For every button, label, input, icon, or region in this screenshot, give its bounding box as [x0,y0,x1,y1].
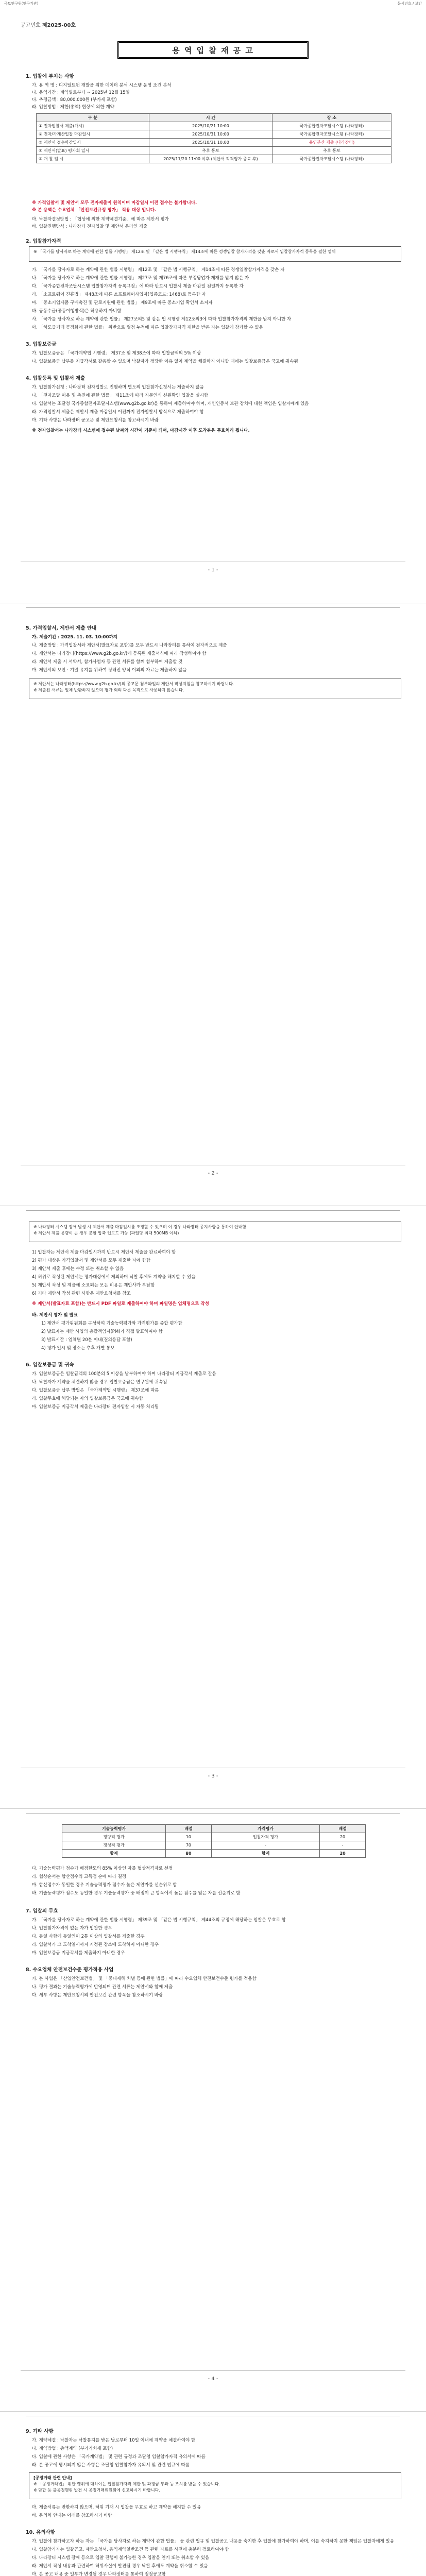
section-line: 3) 제안서 제출 후에는 수정 또는 취소할 수 없음 [32,1266,124,1272]
note-line: [공정거래 관련 안내] [33,2476,72,2480]
page-title: 용 역 입 찰 재 공 고 [172,45,254,55]
section-line: 다. 입찰에 관한 사항은 「국가계약법」 및 관련 규정과 조달청 입찰참가자격 유의서에 따름 [32,2454,206,2460]
section-line: 가. 용 역 명 : 디지털트윈 개발을 위한 데이터 분석 시스템 운영 조건 분석 [32,83,172,88]
table-row [37,147,391,155]
table-cell: 2025/10/21 10:00 [149,122,272,130]
table-cell: ③ 제안서 접수마감일시 [37,139,149,147]
section-line: 나. 「전자조달 이용 및 촉진에 관한 법률」 제11조에 따라 지문인식 신원확인 입찰을 실시함 [32,393,209,398]
table-cell: 국가종합전자조달시스템 (나라장터) [272,122,391,130]
section-line: 다. 기술능력평가 점수가 배점한도의 85% 이상인 자를 협상적격자로 선정 [32,1866,173,1871]
section-line: 나. 평가 결과는 기술능력평가에 반영되며 관련 서류는 제안서와 함께 제출 [32,1985,173,1990]
section-line: 다. 「국가종합전자조달시스템 입찰참가자격 등록규정」에 따라 반드시 입찰서 제출 마감일 전일까지 등록한 자 [32,284,244,289]
table-cell: 용인분산 제출 (나라장터) [272,139,391,147]
table-row [37,130,391,139]
table-header: 기술능력평가 [62,1825,166,1833]
section-heading: 5. 가격입찰서, 제안서 제출 안내 [26,625,97,631]
section-line: 1) 제안서 평가위원회를 구성하여 기술능력평가와 가격평가를 종합 평가함 [41,1321,182,1326]
section-line: 가. 제출기간 : 2025. 11. 03. 10:00까지 [32,635,117,640]
section-line: 바. 입찰진행방식 : 나라장터 전자입찰 및 제안서 온라인 제출 [32,224,148,229]
schedule-table [36,113,391,163]
section-line: 바. 제안서 평가 및 발표 [32,1313,78,1318]
section-line: 가. 본 사업은 「산업안전보건법」 및 「중대재해 처벌 등에 관한 법률」에 따라 수요업체 안전보건수준 평가를 적용함 [32,1976,257,1981]
section-line: 라. 「소프트웨어 진흥법」 제48조에 따른 소프트웨어사업자(업종코드: 1468)로 등록한 자 [32,292,206,297]
table-header: 구 분 [37,114,149,122]
section-line: 라. 입찰서가 그 도착일시까지 지정된 장소에 도착하지 아니한 경우 [32,1942,159,1947]
section-line: 라. 본 공고에 명시되지 않은 사항은 조달청 입찰참가자 유의서 및 관련 법규에 따름 [32,2463,190,2468]
table-row [37,122,391,130]
table-row [62,1850,366,1858]
table-cell: ① 전자입찰서 제출(개시) [37,122,149,130]
table-header-row [37,114,391,122]
section-line: 라. 제안서 제출 시 서약서, 참가사업자 등 관련 서류를 함께 첨부하여 제출할 것 [32,659,183,665]
note-line: ※ 「공정거래법」 위반 행위에 대하여는 입찰참가자격 제한 및 과징금 부과 등 조치를 받을 수 있습니다. [33,2482,220,2486]
section-line: 아. 「하도급거래 공정화에 관한 법률」 위반으로 벌점 누적에 따른 입찰참가자격 제한을 받은 자는 입찰에 참가할 수 없음 [32,325,263,330]
table-cell: ⑤ 개 찰 일 시 [37,155,149,163]
section-line: 3) 발표시간 : 업체별 20분 이내(질의응답 포함) [41,1337,132,1343]
table-cell: 추후 통보 [149,147,272,155]
table-cell: 합계 [62,1850,166,1858]
table-cell: 추후 통보 [272,147,391,155]
page-5 [0,2411,426,2576]
section-line: 나. 「국가를 당사자로 하는 계약에 관한 법률 시행령」 제27조 및 제76조에 따른 부정당업자 제재를 받지 않은 자 [32,276,249,281]
section-line: 다. 동일 사항에 동일인이 2통 이상의 입찰서를 제출한 경우 [32,1934,145,1939]
section-line: 6) 기타 제안서 작성 관련 사항은 제안요청서를 참조 [32,1291,131,1296]
section-heading: 4. 입찰등록 및 입찰서 제출 [26,376,86,381]
section-line: 다. 입찰보증금 납부 방법은 「국가계약법 시행령」 제37조에 따름 [32,1388,159,1393]
section-line: 5) 제안서 작성 및 제출에 소요되는 모든 비용은 제안사가 부담함 [32,1283,155,1288]
table-cell: 2025/10/31 10:00 [149,130,272,139]
section-heading: 8. 수요업체 안전보건수준 평가적용 사업 [26,1967,114,1973]
page-title-box [117,41,309,59]
header-rule [26,607,400,608]
note-box: ※ 「국가를 당사자로 하는 계약에 관한 법률 시행령」 제12조 및 「같은 법 시행규칙」 제14조에 따른 경쟁입찰 참가자격을 갖춘 자로서 입찰참가자격 등록을 필한 업체 [29,246,401,262]
table-row [37,155,391,163]
section-line: 다. 추정금액 : 80,000,000원 (부가세 포함) [32,97,117,103]
table-cell: 정성적 평가 [62,1841,166,1850]
section-heading: 10. 유의사항 [26,2530,55,2535]
section-line: 다. 입찰서는 조달청 국가종합전자조달시스템(www.g2b.go.kr)을 통하여 제출하여야 하며, 개인인증서 보관 장치에 대한 책임은 입찰자에게 있음 [32,401,309,406]
section-line: 가. 입찰참가신청 : 나라장터 전자입찰로 진행하며 별도의 입찰참가신청서는 제출하지 않음 [32,385,204,390]
table-cell: 국가종합전자조달시스템 (나라장터) [272,130,391,139]
table-cell: 합계 [211,1850,319,1858]
table-cell: 정량적 평가 [62,1833,166,1841]
table-cell: 20 [320,1850,366,1858]
section-line: 바. 공동수급(공동이행방식)은 허용하지 아니함 [32,309,122,314]
header-mark-left: 국토연구원(연구기관) [4,2,39,6]
note-box [29,2472,401,2499]
header-rule [26,1813,400,1814]
section-line: 마. 본 공고 내용 중 일부가 변경될 경우 나라장터를 통하여 정정공고함 [32,2572,166,2576]
table-cell: ④ 제안서(발표) 평가회 일시 [37,147,149,155]
table-row [37,139,391,147]
note-line: ※ 제안서 제출 용량이 큰 경우 분할 압축 업로드 가능 (파일당 최대 500MB 이하) [33,1231,179,1235]
section-heading: 6. 입찰보증금 및 귀속 [26,1362,74,1368]
section-line: 다. 나라장터 시스템 장애 등으로 입찰 진행이 불가능한 경우 입찰을 연기 또는 취소할 수 있음 [32,2555,210,2561]
note-box [29,1222,401,1242]
note-line: ※ 제출된 서류는 일체 반환하지 않으며 평가 외의 다른 목적으로 사용하지 않습니다. [33,688,184,692]
note-box [29,679,401,699]
section-line: 마. 제출서류는 반환하지 않으며, 허위 기재 시 입찰을 무효로 하고 계약을 해지할 수 있음 [32,2505,201,2510]
section-line: 2) 발표자는 제안 사업의 총괄책임자(PM)가 직접 발표하여야 함 [41,1329,163,1334]
section-line: 나. 용역기간 : 계약일로부터 ~ 2025년 12월 15일 [32,90,130,95]
section-line: 마. 「중소기업제품 구매촉진 및 판로지원에 관한 법률」 제9조에 따른 중소기업 확인서 소지자 [32,300,213,306]
section-line: 라. 협상순서는 합산점수의 고득점 순에 따라 결정 [32,1874,127,1879]
section-line: 나. 입찰참가자는 입찰공고, 제안요청서, 용역계약일반조건 등 관련 자료를 사전에 충분히 검토하여야 함 [32,2547,229,2552]
note-line: ※ 제안서는 나라장터(https://www.g2b.go.kr/)의 공고문 첨부파일의 제안서 작성지침을 참고하시기 바랍니다. [33,682,234,686]
table-header: 배점 [166,1825,212,1833]
section-line: 가. 입찰보증금은 「국가계약법 시행령」 제37조 및 제38조에 따라 입찰금액의 5% 이상 [32,351,201,356]
table-header: 가격평가 [211,1825,319,1833]
section-line: 나. 제출방법 : 가격입찰서와 제안서(발표자료 포함)를 모두 반드시 나라장터를 통하여 전자적으로 제출 [32,643,227,648]
table-header: 시 간 [149,114,272,122]
section-line: 마. 낙찰자결정방법 : 「협상에 의한 계약체결기준」에 따른 제안서 평가 [32,217,169,222]
section-line: 바. 문의처 안내는 아래를 참조하시기 바람 [32,2513,112,2518]
note-line: ※ 나라장터 시스템 장애 발생 시 제안서 제출 마감일시를 조정할 수 있으며 이 경우 나라장터 공지사항을 통하여 안내함 [33,1225,247,1229]
table-cell: - [211,1841,319,1850]
section-heading: 1. 입찰에 부치는 사항 [26,74,74,79]
section-line: 4) 허위로 작성된 제안서는 평가대상에서 제외하며 낙찰 후에도 계약을 해지할 수 있음 [32,1275,196,1280]
table-cell: 국가종합전자조달시스템 (나라장터) [272,155,391,163]
section-heading: 7. 입찰의 무효 [26,1908,58,1914]
table-cell: 2025/10/31 10:00 [149,139,272,147]
notice-number [21,21,76,28]
table-header: 배점 [320,1825,366,1833]
section-line: 마. 기타 사항은 나라장터 공고문 및 제안요청서를 참고하시기 바람 [32,418,159,423]
table-cell: - [320,1841,366,1850]
table-row [62,1833,366,1841]
notice-label: 공고번호 [21,23,41,28]
table-cell: 입찰가격 평가 [211,1833,319,1841]
section-line: 나. 낙찰자가 계약을 체결하지 않을 경우 입찰보증금은 연구원에 귀속됨 [32,1380,167,1385]
table-cell: 20 [320,1833,366,1841]
section-line: 가. 입찰보증금은 입찰금액의 100분의 5 이상을 납부하여야 하며 나라장터 지급각서 제출로 갈음 [32,1371,216,1377]
header-rule [26,1210,400,1211]
section-line: 라. 입찰무효에 해당되는 자의 입찰보증금은 국고에 귀속함 [32,1396,143,1401]
table-header-row [62,1825,366,1833]
footer-rule [21,2370,405,2371]
note-line: ※ 담합 등 불공정행위 발견 시 공정거래위원회에 신고하시기 바랍니다. [33,2488,160,2493]
page-number: - 1 - [208,567,218,573]
table-cell: 2025/11/20 11:00 이후 (제안서 적격평가 종료 후) [149,155,272,163]
notice-value: 제2025-00호 [42,23,76,28]
red-note: ※ 본 용역은 수요업체 「안전보건규정 평가」 적용 대상 입니다. [32,208,157,213]
section-line: 나. 입찰참가자격이 없는 자가 입찰한 경우 [32,1926,112,1931]
page-3 [0,1206,426,1808]
bold-note: ※ 전자입찰서는 나라장터 시스템에 접수된 날짜와 시간이 기준이 되며, 마감시간 이후 도착분은 무효처리 됩니다. [32,428,250,433]
page-2 [0,603,426,1206]
page-4 [0,1808,426,2411]
page-number: - 2 - [208,1171,218,1176]
section-line: 나. 계약방법 : 총액계약 (부가가치세 포함) [32,2446,113,2451]
section-line: 가. 계약체결 : 낙찰자는 낙찰통지를 받은 날로부터 10일 이내에 계약을 체결하여야 함 [32,2438,196,2443]
section-line: 라. 입찰방법 : 제한(총액) 협상에 의한 계약 [32,105,114,110]
section-line: 마. 입찰보증금 지급각서를 제출하지 아니한 경우 [32,1951,125,1956]
section-line: 마. 입찰보증금 지급각서 제출은 나라장터 전자입찰 시 자동 처리됨 [32,1404,159,1410]
table-cell: 70 [166,1841,212,1850]
red-note: ※ 가격입찰서 및 제안서 모두 전자제출이 원칙이며 마감일시 이전 접수는 불가합니다. [32,200,197,206]
table-header: 장 소 [272,114,391,122]
page-number: - 3 - [208,1773,218,1779]
header-mark-right: 문서번호 / 보안 [397,2,422,6]
section-line: 사. 「국가를 당사자로 하는 계약에 관한 법률」 제27조의5 및 같은 법 시행령 제12조의3에 따라 입찰참가자격의 제한을 받지 아니한 자 [32,317,292,322]
section-line: 라. 제안서 작성 내용과 관련하여 허위사실이 발견될 경우 낙찰 후에도 계약을 취소할 수 있음 [32,2564,208,2569]
section-line: 1) 입찰자는 제안서 제출 마감일시까지 반드시 제안서 제출을 완료하여야 함 [32,1250,176,1255]
section-line: 마. 제안서의 보안 · 기밀 유지를 위하여 정해진 양식 이외의 자료는 제출하지 않음 [32,668,187,673]
section-heading: 3. 입찰보증금 [26,342,57,347]
section-line: 다. 제안서는 나라장터(https://www.g2b.go.kr/)에 등록된 제출서식에 따라 작성하여야 함 [32,651,207,656]
section-line: 다. 세부 사항은 제안요청서의 안전보건 관련 항목을 참조하시기 바람 [32,1993,163,1998]
page-1 [0,0,426,603]
section-heading: 9. 기타 사항 [26,2429,54,2434]
section-line: 가. 「국가를 당사자로 하는 계약에 관한 법률 시행령」 제39조 및 「같은 법 시행규칙」 제44조의 규정에 해당하는 입찰은 무효로 함 [32,1918,286,1923]
table-cell: 10 [166,1833,212,1841]
section-line: 라. 가격입찰서 제출은 제안서 제출 마감일시 이전까지 전자입찰서 방식으로 제출하여야 함 [32,410,204,415]
section-line: 나. 입찰보증금 납부를 지급각서로 갈음할 수 있으며 낙찰자가 정당한 이유 없이 계약을 체결하지 아니할 때에는 입찰보증금은 국고에 귀속됨 [32,359,298,364]
section-line: 2) 평가 대상은 가격입찰서 및 제안서를 모두 제출한 자에 한함 [32,1258,151,1263]
evaluation-table [62,1824,366,1858]
section-line: 4) 평가 일시 및 장소는 추후 개별 통보 [41,1346,115,1351]
table-cell: 80 [166,1850,212,1858]
section-heading: 2. 입찰참가자격 [26,239,61,244]
section-line: 가. 「국가를 당사자로 하는 계약에 관한 법률 시행령」 제12조 및 「같은 법 시행규칙」 제14조에 따른 경쟁입찰참가자격을 갖춘 자 [32,267,285,273]
table-row [62,1841,366,1850]
section-line: 가. 입찰에 참가하고자 하는 자는 「국가를 당사자로 하는 계약에 관한 법률」 등 관련 법규 및 입찰공고 내용을 숙지한 후 입찰에 참가하여야 하며, 이를 숙지하지 못한 책임은 입찰자에게 있음 [32,2539,394,2544]
table-cell: ② 전자/가계산입찰 마감일시 [37,130,149,139]
red-note: ※ 제안서(발표자료 포함)는 반드시 PDF 파일로 제출하여야 하며 파일명은 업체명으로 작성 [32,1301,209,1307]
page-number: - 4 - [208,2376,218,2382]
section-line: 마. 합산점수가 동일한 경우 기술능력평가 점수가 높은 제안자를 선순위로 함 [32,1883,177,1888]
section-line: 바. 기술능력평가 점수도 동일한 경우 기술능력평가 중 배점이 큰 항목에서 높은 점수를 얻은 자를 선순위로 함 [32,1891,241,1896]
